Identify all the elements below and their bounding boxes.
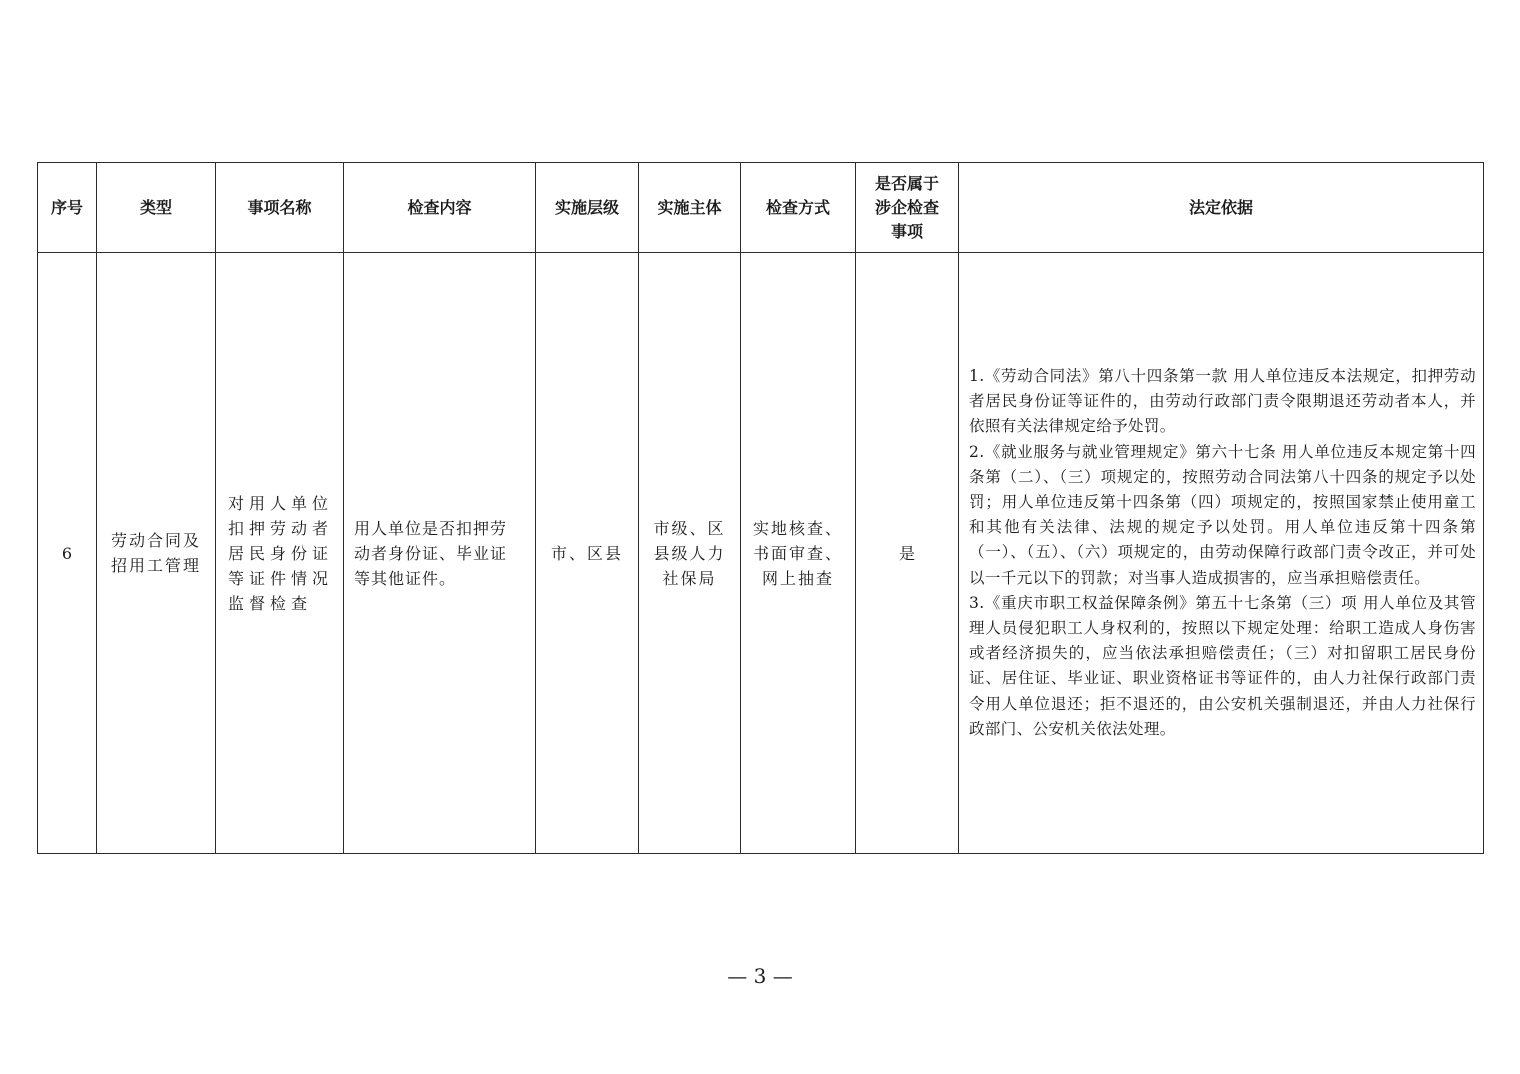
table-header-row: [38, 163, 1484, 253]
basis-item-1: 1.《劳动合同法》第八十四条第一款 用人单位违反本法规定，扣押劳动者居民身份证等证件的，由劳动行政部门责令限期退还劳动者本人，并依照有关法律规定给予处罚。: [969, 366, 1476, 436]
header-content: 检查内容: [344, 163, 536, 253]
cell-basis: [959, 253, 1484, 854]
cell-subject: 市级、区 县级人力 社保局: [639, 253, 741, 854]
cell-method: 实地核查、 书面审查、 网上抽查: [741, 253, 856, 854]
header-item-name: 事项名称: [216, 163, 344, 253]
header-subject: 实施主体: [639, 163, 741, 253]
cell-enterprise: 是: [856, 253, 959, 854]
header-level: 实施层级: [536, 163, 639, 253]
table-row: [38, 253, 1484, 854]
header-index: 序号: [38, 163, 97, 253]
cell-level: 市、区县: [536, 253, 639, 854]
basis-item-3: 3.《重庆市职工权益保障条例》第五十七条第（三）项 用人单位及其管理人员侵犯职工人身权利的，按照以下规定处理：给职工造成人身伤害或者经济损失的，应当依法承担赔偿责任；（三）对扣留职工居民身份证、居住证、毕业证、职业资格证书等证件的，由人力社保行政部门责令用人单位退还；拒不退还的，由公安机关强制退还，并由人力社保行政部门、公安机关依法处理。: [969, 593, 1476, 738]
header-method: 检查方式: [741, 163, 856, 253]
header-enterprise: 是否属于 涉企检查 事项: [856, 163, 959, 253]
page-number: — 3 —: [727, 964, 793, 988]
basis-item-2: 2.《就业服务与就业管理规定》第六十七条 用人单位违反本规定第十四条第（二）、（三）项规定的，按照劳动合同法第八十四条的规定予以处罚；用人单位违反第十四条第（四）项规定的，按照国家禁止使用童工和其他有关法律、法规的规定予以处罚。用人单位违反第十四条第（一）、（五）、（六）项规定的，由劳动保障行政部门责令改正，并可处以一千元以下的罚款；对当事人造成损害的，应当承担赔偿责任。: [969, 442, 1476, 587]
inspection-items-table: [37, 162, 1484, 854]
cell-type: 劳动合同及 招用工管理: [97, 253, 216, 854]
cell-content: 用人单位是否扣押劳 动者身份证、毕业证 等其他证件。: [344, 253, 536, 854]
header-type: 类型: [97, 163, 216, 253]
cell-item-name: 对用人单位 扣押劳动者 居民身份证 等证件情况 监督检查: [216, 253, 344, 854]
cell-index: 6: [38, 253, 97, 854]
header-basis: 法定依据: [959, 163, 1484, 253]
